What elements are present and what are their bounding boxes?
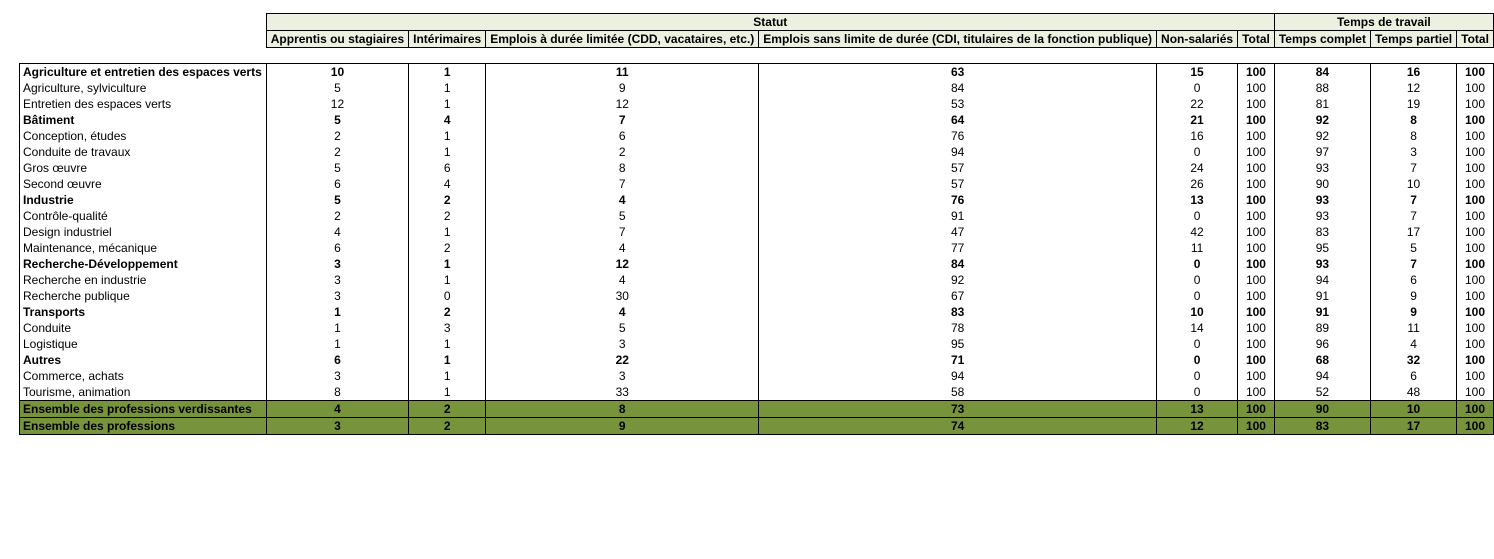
row-label: Agriculture et entretien des espaces verts [20,64,267,81]
table-row [20,288,1494,304]
table-cell: 91 [759,208,1157,224]
row-label: Recherche publique [20,288,267,304]
table-cell: 93 [1274,160,1370,176]
table-cell: 63 [759,64,1157,81]
table-cell: 3 [409,320,486,336]
table-cell: 100 [1238,192,1275,208]
table-cell: 2 [486,144,759,160]
table-cell: 10 [1370,401,1456,418]
table-cell: 95 [759,336,1157,352]
table-cell: 100 [1238,96,1275,112]
row-label: Maintenance, mécanique [20,240,267,256]
table-cell: 100 [1457,96,1494,112]
table-cell: 1 [409,368,486,384]
table-cell: 67 [759,288,1157,304]
table-cell: 94 [1274,272,1370,288]
table-cell: 4 [486,192,759,208]
table-cell: 100 [1238,304,1275,320]
table-row [20,112,1494,128]
table-cell: 3 [266,418,408,435]
row-label: Transports [20,304,267,320]
table-cell: 76 [759,128,1157,144]
table-cell: 83 [1274,224,1370,240]
table-row [20,128,1494,144]
table-cell: 1 [409,128,486,144]
table-cell: 47 [759,224,1157,240]
table-cell: 2 [409,401,486,418]
table-cell: 3 [1370,144,1456,160]
table-cell: 10 [266,64,408,81]
table-row [20,384,1494,401]
row-label: Commerce, achats [20,368,267,384]
table-cell: 92 [1274,112,1370,128]
table-cell: 100 [1238,128,1275,144]
table-cell: 1 [409,336,486,352]
table-cell: 4 [266,401,408,418]
table-cell: 6 [266,352,408,368]
table-body [20,64,1494,435]
column-header: Total [1457,31,1494,48]
table-cell: 83 [759,304,1157,320]
table-cell: 53 [759,96,1157,112]
table-cell: 100 [1238,384,1275,401]
data-table [19,13,1494,435]
table-cell: 13 [1157,401,1238,418]
table-row [20,176,1494,192]
row-label: Tourisme, animation [20,384,267,401]
table-cell: 1 [409,256,486,272]
table-cell: 91 [1274,288,1370,304]
table-row [20,96,1494,112]
table-row [20,352,1494,368]
table-cell: 4 [1370,336,1456,352]
table-cell: 83 [1274,418,1370,435]
table-cell: 12 [486,96,759,112]
table-cell: 90 [1274,176,1370,192]
column-header: Intérimaires [409,31,486,48]
table-cell: 1 [409,144,486,160]
table-cell: 1 [409,96,486,112]
table-cell: 16 [1157,128,1238,144]
row-label: Conception, études [20,128,267,144]
table-cell: 95 [1274,240,1370,256]
table-cell: 0 [1157,288,1238,304]
table-cell: 12 [266,96,408,112]
table-cell: 94 [1274,368,1370,384]
column-header: Total [1238,31,1275,48]
table-cell: 100 [1238,418,1275,435]
table-cell: 3 [266,288,408,304]
table-cell: 1 [409,352,486,368]
table-cell: 4 [486,272,759,288]
table-cell: 100 [1238,336,1275,352]
table-cell: 11 [1157,240,1238,256]
row-label: Contrôle-qualité [20,208,267,224]
table-cell: 94 [759,368,1157,384]
table-cell: 26 [1157,176,1238,192]
table-cell: 13 [1157,192,1238,208]
table-cell: 3 [486,368,759,384]
table-cell: 9 [1370,288,1456,304]
row-label: Conduite de travaux [20,144,267,160]
table-cell: 97 [1274,144,1370,160]
table-cell: 9 [1370,304,1456,320]
table-row [20,80,1494,96]
table-cell: 1 [409,80,486,96]
table-row [20,240,1494,256]
table-cell: 4 [409,112,486,128]
table-row [20,256,1494,272]
table-cell: 100 [1457,288,1494,304]
table-cell: 9 [486,418,759,435]
row-label: Design industriel [20,224,267,240]
table-cell: 100 [1238,208,1275,224]
table-cell: 8 [486,160,759,176]
table-cell: 15 [1157,64,1238,81]
table-cell: 71 [759,352,1157,368]
table-cell: 100 [1457,160,1494,176]
table-cell: 100 [1238,401,1275,418]
table-row [20,272,1494,288]
table-cell: 3 [266,272,408,288]
table-cell: 5 [486,208,759,224]
table-cell: 0 [1157,368,1238,384]
table-cell: 2 [409,208,486,224]
table-row [20,418,1494,435]
table-cell: 12 [1370,80,1456,96]
table-cell: 100 [1457,112,1494,128]
table-cell: 58 [759,384,1157,401]
table-cell: 4 [486,304,759,320]
table-cell: 16 [1370,64,1456,81]
table-cell: 96 [1274,336,1370,352]
table-cell: 100 [1457,176,1494,192]
table-cell: 100 [1238,64,1275,81]
table-cell: 6 [266,176,408,192]
table-cell: 100 [1457,240,1494,256]
table-cell: 12 [486,256,759,272]
table-cell: 5 [266,192,408,208]
table-cell: 7 [1370,208,1456,224]
table-cell: 93 [1274,256,1370,272]
table-cell: 100 [1238,240,1275,256]
table-cell: 6 [486,128,759,144]
table-cell: 0 [1157,144,1238,160]
table-cell: 68 [1274,352,1370,368]
table-cell: 100 [1238,160,1275,176]
table-row [20,401,1494,418]
table-cell: 14 [1157,320,1238,336]
table-row [20,208,1494,224]
table-cell: 100 [1457,320,1494,336]
column-header: Temps partiel [1370,31,1456,48]
row-label: Entretien des espaces verts [20,96,267,112]
column-header: Apprentis ou stagiaires [266,31,408,48]
table-cell: 4 [486,240,759,256]
table-cell: 64 [759,112,1157,128]
table-cell: 4 [409,176,486,192]
table-cell: 52 [1274,384,1370,401]
table-cell: 0 [1157,272,1238,288]
table-cell: 5 [266,80,408,96]
table-cell: 30 [486,288,759,304]
table-cell: 90 [1274,401,1370,418]
table-cell: 1 [409,224,486,240]
row-label: Second œuvre [20,176,267,192]
row-label: Agriculture, sylviculture [20,80,267,96]
table-cell: 78 [759,320,1157,336]
table-cell: 0 [1157,208,1238,224]
table-cell: 21 [1157,112,1238,128]
row-label: Recherche en industrie [20,272,267,288]
column-header: Non-salariés [1157,31,1238,48]
table-cell: 24 [1157,160,1238,176]
table-cell: 8 [1370,128,1456,144]
table-cell: 8 [486,401,759,418]
table-cell: 100 [1457,224,1494,240]
table-cell: 84 [759,80,1157,96]
table-cell: 88 [1274,80,1370,96]
table-cell: 100 [1238,176,1275,192]
table-cell: 89 [1274,320,1370,336]
table-cell: 100 [1238,272,1275,288]
table-cell: 1 [266,304,408,320]
table-cell: 2 [409,192,486,208]
table-cell: 100 [1457,401,1494,418]
table-cell: 2 [266,144,408,160]
table-cell: 7 [1370,160,1456,176]
table-cell: 100 [1457,256,1494,272]
table-cell: 100 [1457,352,1494,368]
row-label: Gros œuvre [20,160,267,176]
table-cell: 2 [409,304,486,320]
table-cell: 17 [1370,418,1456,435]
column-header: Emplois sans limite de durée (CDI, titulaires de la fonction publique) [759,31,1157,48]
table-cell: 5 [266,160,408,176]
table-cell: 100 [1457,80,1494,96]
table-cell: 0 [1157,80,1238,96]
table-row [20,144,1494,160]
table-row [20,192,1494,208]
row-label: Conduite [20,320,267,336]
table-cell: 8 [266,384,408,401]
table-cell: 100 [1238,352,1275,368]
table-cell: 1 [409,272,486,288]
table-cell: 4 [266,224,408,240]
table-cell: 84 [759,256,1157,272]
table-cell: 1 [409,384,486,401]
table-cell: 0 [1157,352,1238,368]
group-header-temps: Temps de travail [1274,14,1493,31]
table-cell: 22 [1157,96,1238,112]
table-cell: 2 [266,208,408,224]
table-cell: 5 [486,320,759,336]
table-cell: 48 [1370,384,1456,401]
table-cell: 9 [486,80,759,96]
table-cell: 100 [1457,384,1494,401]
table-cell: 57 [759,160,1157,176]
header-blank [20,14,267,31]
table-cell: 100 [1238,320,1275,336]
table-cell: 100 [1238,256,1275,272]
table-row [20,160,1494,176]
table-row [20,336,1494,352]
column-header: Temps complet [1274,31,1370,48]
table-cell: 94 [759,144,1157,160]
table-cell: 92 [759,272,1157,288]
table-cell: 93 [1274,192,1370,208]
table-cell: 10 [1157,304,1238,320]
row-label: Logistique [20,336,267,352]
table-row [20,304,1494,320]
table-row [20,320,1494,336]
row-label: Ensemble des professions [20,418,267,435]
table-cell: 5 [266,112,408,128]
table-cell: 6 [1370,368,1456,384]
table-cell: 8 [1370,112,1456,128]
table-cell: 100 [1457,128,1494,144]
table-cell: 7 [486,176,759,192]
table-cell: 7 [486,112,759,128]
table-cell: 100 [1238,368,1275,384]
table-cell: 32 [1370,352,1456,368]
table-cell: 3 [266,368,408,384]
table-cell: 19 [1370,96,1456,112]
table-cell: 7 [1370,192,1456,208]
table-cell: 22 [486,352,759,368]
table-cell: 3 [486,336,759,352]
table-cell: 93 [1274,208,1370,224]
table-cell: 100 [1457,144,1494,160]
table-cell: 2 [409,240,486,256]
table-cell: 11 [1370,320,1456,336]
table-cell: 57 [759,176,1157,192]
table-cell: 33 [486,384,759,401]
table-cell: 73 [759,401,1157,418]
table-cell: 6 [1370,272,1456,288]
table-cell: 100 [1238,224,1275,240]
group-header-statut: Statut [266,14,1274,31]
table-cell: 7 [1370,256,1456,272]
table-cell: 17 [1370,224,1456,240]
table-cell: 0 [1157,384,1238,401]
table-cell: 0 [1157,336,1238,352]
table-cell: 100 [1457,208,1494,224]
table-cell: 100 [1238,288,1275,304]
row-label: Industrie [20,192,267,208]
table-cell: 76 [759,192,1157,208]
table-cell: 100 [1457,64,1494,81]
table-cell: 100 [1238,112,1275,128]
table-cell: 100 [1457,272,1494,288]
row-label: Autres [20,352,267,368]
table-cell: 100 [1238,144,1275,160]
table-cell: 100 [1457,304,1494,320]
row-label: Recherche-Développement [20,256,267,272]
table-row [20,64,1494,81]
table-cell: 0 [409,288,486,304]
header-blank-sub [20,31,267,48]
table-cell: 100 [1238,80,1275,96]
table-cell: 3 [266,256,408,272]
table-cell: 1 [409,64,486,81]
table-cell: 6 [409,160,486,176]
table-row [20,224,1494,240]
table-cell: 10 [1370,176,1456,192]
column-header: Emplois à durée limitée (CDD, vacataires, etc.) [486,31,759,48]
table-cell: 100 [1457,418,1494,435]
table-cell: 2 [409,418,486,435]
table-cell: 100 [1457,368,1494,384]
table-cell: 0 [1157,256,1238,272]
row-label: Bâtiment [20,112,267,128]
table-cell: 84 [1274,64,1370,81]
table-cell: 6 [266,240,408,256]
table-cell: 81 [1274,96,1370,112]
table-cell: 100 [1457,336,1494,352]
table-cell: 91 [1274,304,1370,320]
table-cell: 100 [1457,192,1494,208]
table-cell: 12 [1157,418,1238,435]
table-row [20,368,1494,384]
table-cell: 92 [1274,128,1370,144]
table-cell: 7 [486,224,759,240]
table-cell: 5 [1370,240,1456,256]
table-cell: 1 [266,320,408,336]
table-cell: 2 [266,128,408,144]
row-label: Ensemble des professions verdissantes [20,401,267,418]
table-cell: 77 [759,240,1157,256]
table-cell: 1 [266,336,408,352]
table-cell: 11 [486,64,759,81]
table-cell: 42 [1157,224,1238,240]
table-cell: 74 [759,418,1157,435]
